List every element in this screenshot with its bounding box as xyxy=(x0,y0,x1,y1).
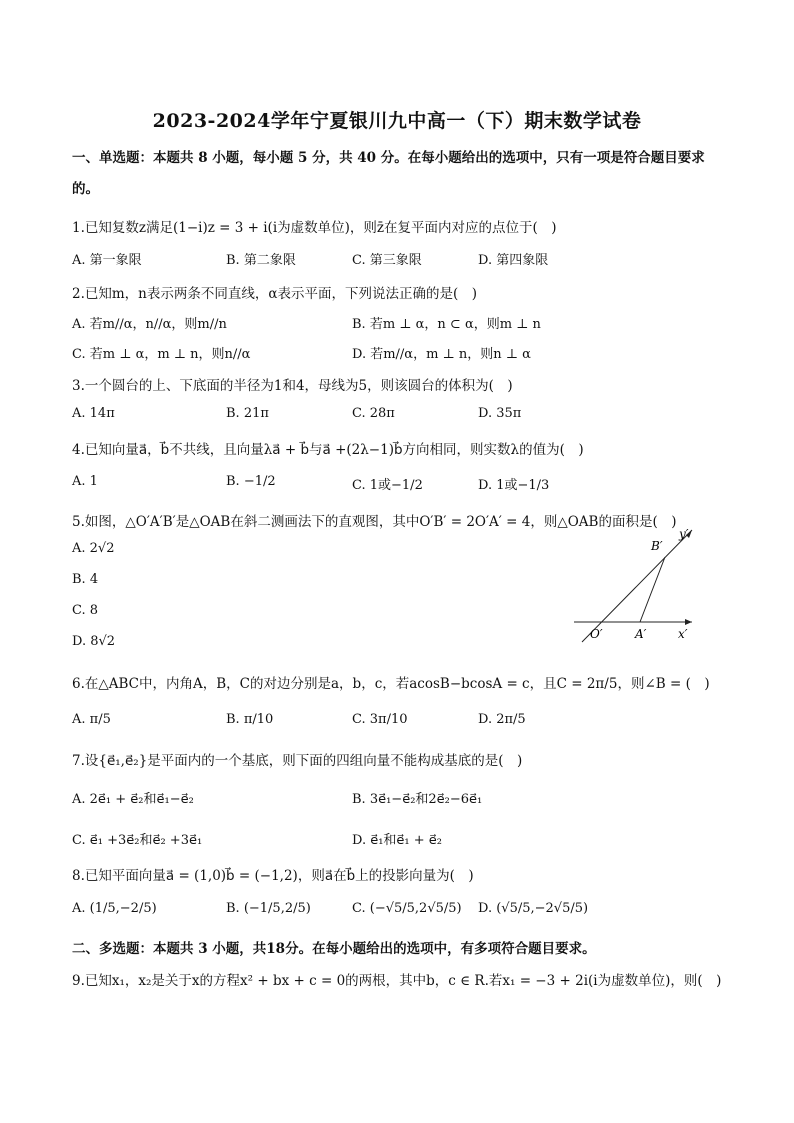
q4-option-d: D. 1或−1/3 xyxy=(478,478,550,493)
q6-option-c: C. 3π/10 xyxy=(352,712,408,727)
label-b: B′ xyxy=(651,539,663,553)
q7-option-a: A. 2e⃗₁ + e⃗₂和e⃗₁−e⃗₂ xyxy=(72,792,194,807)
section1-heading: 一、单选题：本题共 8 小题，每小题 5 分，共 40 分。在每小题给出的选项中，只有一项是符合题目要求 xyxy=(72,150,705,166)
q1-option-a: A. 第一象限 xyxy=(72,253,142,268)
q4-option-a: A. 1 xyxy=(72,474,98,489)
q8-option-a: A. (1/5,−2/5) xyxy=(72,901,157,916)
q6-option-d: D. 2π/5 xyxy=(478,712,526,727)
q7-option-c: C. e⃗₁ +3e⃗₂和e⃗₂ +3e⃗₁ xyxy=(72,833,203,848)
question-5: 5.如图，△O′A′B′是△OAB在斜二测画法下的直观图，其中O′B′ = 2O′A′ = 4，则△OAB的面积是( ) xyxy=(72,514,677,530)
q3-option-d: D. 35π xyxy=(478,406,522,421)
question-3: 3.一个圆台的上、下底面的半径为1和4，母线为5，则该圆台的体积为( ) xyxy=(72,378,513,394)
q8-option-c: C. (−√5/5,2√5/5) xyxy=(352,901,462,916)
x-axis-arrow-icon xyxy=(685,619,692,625)
q8-option-b: B. (−1/5,2/5) xyxy=(226,901,311,916)
q1-option-c: C. 第三象限 xyxy=(352,253,422,268)
label-o: O′ xyxy=(590,627,603,641)
q2-option-d: D. 若m//α，m ⊥ n，则n ⊥ α xyxy=(352,347,531,362)
q3-option-a: A. 14π xyxy=(72,406,115,421)
q7-option-b: B. 3e⃗₁−e⃗₂和2e⃗₂−6e⃗₁ xyxy=(352,792,483,807)
label-x: x′ xyxy=(678,627,688,641)
q6-option-b: B. π/10 xyxy=(226,712,274,727)
question-8: 8.已知平面向量a⃗ = (1,0)b⃗ = (−1,2)，则a⃗在b⃗上的投影向量为( ) xyxy=(72,868,474,884)
q5-option-d: D. 8√2 xyxy=(72,634,116,649)
exam-title: 2023-2024学年宁夏银川九中高一（下）期末数学试卷 xyxy=(152,110,642,132)
question-7: 7.设{e⃗₁,e⃗₂}是平面内的一个基底，则下面的四组向量不能构成基底的是( ) xyxy=(72,753,523,769)
q1-option-d: D. 第四象限 xyxy=(478,253,549,268)
q4-option-c: C. 1或−1/2 xyxy=(352,478,423,493)
q6-option-a: A. π/5 xyxy=(72,712,111,727)
q2-option-c: C. 若m ⊥ α，m ⊥ n，则n//α xyxy=(72,347,251,362)
q5-option-c: C. 8 xyxy=(72,603,99,618)
q4-option-b: B. −1/2 xyxy=(226,474,276,489)
segment-a-b xyxy=(640,557,665,622)
q2-option-a: A. 若m//α，n//α，则m//n xyxy=(72,317,227,332)
section1-heading-cont: 的。 xyxy=(72,181,99,197)
question-2: 2.已知m，n表示两条不同直线，α表示平面，下列说法正确的是( ) xyxy=(72,286,478,302)
question-1: 1.已知复数z满足(1−i)z = 3 + i(i为虚数单位)，则z̄在复平面内对应的点位于( ) xyxy=(72,220,557,236)
y-axis-line xyxy=(582,530,692,642)
question-9: 9.已知x₁，x₂是关于x的方程x² + bx + c = 0的两根，其中b，c ∈ R.若x₁ = −3 + 2i(i为虚数单位)，则( ) xyxy=(72,973,722,989)
q3-option-b: B. 21π xyxy=(226,406,269,421)
section2-heading: 二、多选题：本题共 3 小题，共18分。在每小题给出的选项中，有多项符合题目要求。 xyxy=(72,941,596,957)
q7-option-d: D. e⃗₁和e⃗₁ + e⃗₂ xyxy=(352,833,443,848)
q2-option-b: B. 若m ⊥ α，n ⊂ α，则m ⊥ n xyxy=(352,317,541,332)
label-a: A′ xyxy=(635,627,647,641)
q5-option-b: B. 4 xyxy=(72,572,99,587)
question-6: 6.在△ABC中，内角A，B，C的对边分别是a，b，c，若acosB−bcosA = c，且C = 2π/5，则∠B = ( ) xyxy=(72,676,710,692)
label-y: y′ xyxy=(679,527,689,541)
question-4: 4.已知向量a⃗，b⃗不共线，且向量λa⃗ + b⃗与a⃗ +(2λ−1)b⃗方向相同，则实数λ的值为( ) xyxy=(72,442,584,458)
q5-option-a: A. 2√2 xyxy=(72,541,115,556)
q8-option-d: D. (√5/5,−2√5/5) xyxy=(478,901,589,916)
q1-option-b: B. 第二象限 xyxy=(226,253,296,268)
oblique-projection-figure xyxy=(568,526,704,646)
q3-option-c: C. 28π xyxy=(352,406,395,421)
